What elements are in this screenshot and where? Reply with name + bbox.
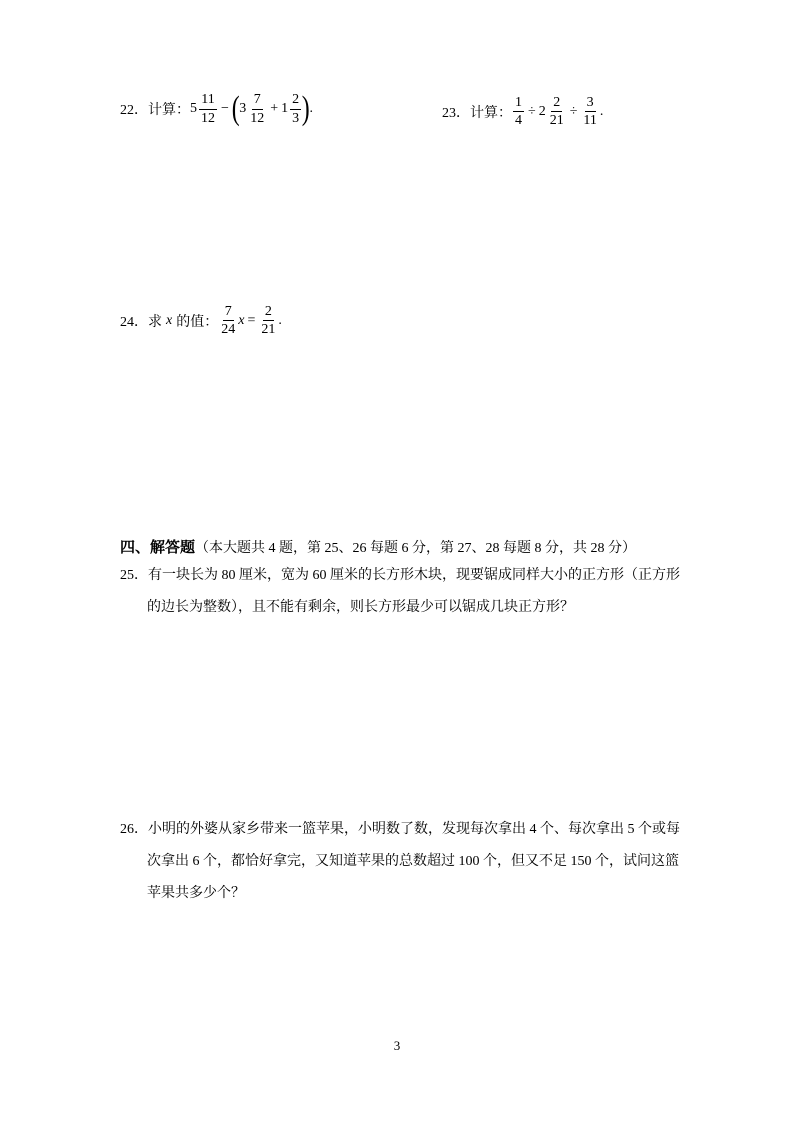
fraction: $\frac{2}{3}$: [292, 92, 300, 126]
divide-sign: ÷: [528, 103, 536, 119]
fraction: $\frac{3}{11}$: [583, 95, 597, 129]
right-paren: ): [301, 90, 310, 127]
mixed-whole: 1: [281, 101, 289, 116]
period: .: [599, 103, 604, 119]
variable-x: x: [166, 312, 173, 328]
plus-sign: +: [270, 101, 279, 116]
fraction: $\frac{7}{12}$: [250, 92, 265, 126]
question-24-text: 的值：: [176, 314, 219, 330]
section-note: （本大题共 4 题，第 25、26 每题 6 分，第 27、28 每题 8 分，共 28 分）: [195, 541, 637, 556]
section-heading: [120, 536, 636, 557]
fraction: $\frac{11}{12}$: [201, 92, 215, 126]
period: .: [309, 101, 313, 116]
question-26: [120, 814, 680, 910]
mixed-whole: 3: [239, 101, 247, 116]
page-number: 3: [393, 1038, 401, 1053]
question-26-line: 苹果共多少个？: [147, 886, 245, 901]
variable-x: x: [238, 312, 245, 328]
question-24-label: 24．求: [120, 314, 162, 330]
left-paren: (: [231, 90, 240, 127]
fraction: $\frac{2}{21}$: [261, 304, 276, 338]
question-23: [442, 95, 603, 129]
question-25-line: 25．有一块长为 80 厘米，宽为 60 厘米的长方形木块，现要锯成同样大小的正方形（正方形: [120, 568, 680, 583]
divide-sign: ÷: [569, 103, 578, 119]
mixed-whole: 5: [190, 101, 197, 116]
fraction: $\frac{2}{21}$: [549, 95, 564, 129]
question-22-label: 22．计算：: [120, 103, 190, 118]
equals-sign: =: [247, 312, 256, 328]
question-25: [120, 560, 680, 624]
fraction: $\frac{1}{4}$: [515, 95, 522, 129]
minus-sign: −: [221, 101, 229, 116]
mixed-whole: 2: [538, 103, 546, 119]
fraction: $\frac{7}{24}$: [221, 304, 236, 338]
question-24: [120, 304, 282, 338]
question-23-label: 23．计算：: [442, 105, 512, 121]
question-22: [120, 92, 313, 126]
question-26-line: 次拿出 6 个，都恰好拿完，又知道苹果的总数超过 100 个，但又不足 150 个，试问这篮: [147, 854, 679, 869]
section-title: 四、解答题: [120, 538, 196, 556]
question-25-line: 的边长为整数），且不能有剩余，则长方形最少可以锯成几块正方形？: [147, 600, 574, 615]
question-26-line: 26．小明的外婆从家乡带来一篮苹果，小明数了数，发现每次拿出 4 个、每次拿出 5 个或每: [120, 822, 680, 837]
period: .: [278, 312, 282, 328]
